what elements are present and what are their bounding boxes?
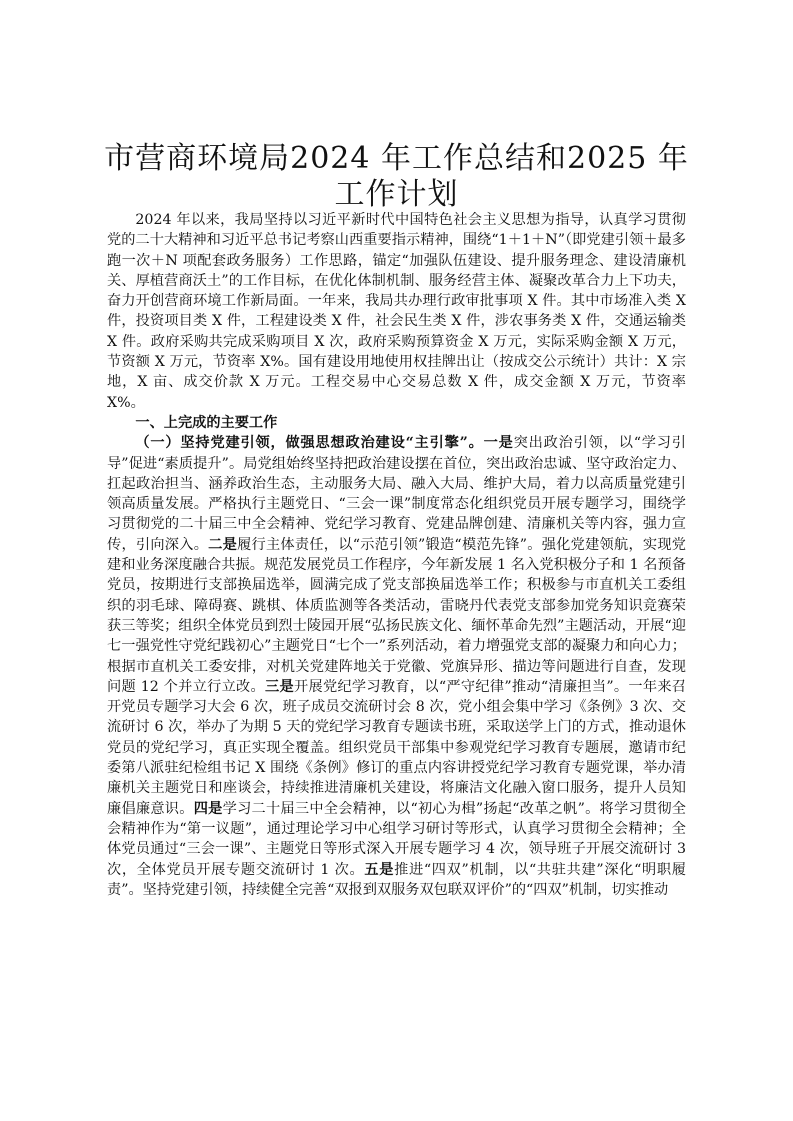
point-text-1: 突出政治引领，以“学习引导”促进“素质提升”。局党组始终坚持把政治建设摆在首位，突出政治忠诚、坚守政治定力、扛起政治担当、涵养政治生态，主动服务大局、融入大局、维护大局，着力以高质量党建引领高质量发展。严格执行主题党日、“三会一课”制度常态化组织党员开展专题学习，围绕学习贯彻党的二十届三中全会精神、党纪学习教育、党建品牌创建、清廉机关等内容，强力宣传，引向深入。: [107, 435, 686, 553]
point-lead-4: 四是: [193, 800, 223, 817]
point-lead-3: 三是: [265, 678, 294, 695]
intro-paragraph: 2024 年以来，我局坚持以习近平新时代中国特色社会主义思想为指导，认真学习贯彻党的二十大精神和习近平总书记考察山西重要指示精神，围绕“1＋1＋N”（即党建引领＋最多跑一次＋N 项配套政务服务）工作思路，锚定“加强队伍建设、提升服务理念、建设清廉机关、厚植营商沃土”的工作目标，在优化体制机制、服务经营主体、凝聚改革合力上下功夫，奋力开创营商环境工作新局面。一年来，我局共办理行政审批事项 X 件。其中市场准入类 X 件，投资项目类 X 件，工程建设类 X 件，社会民生类 X 件，涉农事务类 X 件，交通运输类 X 件。政府采购共完成采购项目 X 次，政府采购预算资金 X 万元，实际采购金额 X 万元，节资额 X 万元，节资率 X%。国有建设用地使用权挂牌出让（按成交公示统计）共计：X 宗地，X 亩、成交价款 X 万元。工程交易中心交易总数 X 件，成交金额 X 万元，节资率 X%。: [107, 212, 686, 411]
point-lead-5: 五是: [364, 861, 395, 878]
point-text-4: 学习二十届三中全会精神，以“初心为楫”扬起“改革之帆”。将学习贯彻全会精神作为“第一议题”，通过理论学习中心组学习研讨等形式，认真学习贯彻全会精神；全体党员通过“三会一课”、主题党日等形式深入开展专题学习 4 次，领导班子开展交流研讨 3 次，全体党员开展专题交流研讨 1 次。: [107, 800, 686, 878]
point-text-5: 推进“四双”机制，以“共驻共建”深化“明职履责”。坚持党建引领，持续健全完善“双报到双服务双包联双评价”的“四双”机制，切实推动: [107, 861, 686, 898]
section-heading-main-work: 一、上完成的主要工作: [135, 414, 278, 431]
point-lead-1: 一是: [483, 435, 514, 452]
party-building-paragraph: [107, 433, 686, 900]
point-text-3: 开展党纪学习教育，以“严守纪律”推动“清廉担当”。一年来召开党员专题学习大会 6 次，班子成员交流研讨会 8 次，党小组会集中学习《条例》3 次、交流研讨 6 次，举办了为期 5 天的党纪学习教育专题读书班，采取送学上门的方式，推动退休党员的党纪学习，真正实现全覆盖。组织党员干部集中参观党纪学习教育专题展，邀请市纪委第八派驻纪检组书记 X 围绕《条例》修订的重点内容讲授党纪学习教育专题党课，举办清廉机关主题党日和座谈会，持续推进清廉机关建设，将廉洁文化融入窗口服务，提升人员知廉倡廉意识。: [107, 678, 686, 817]
document-title: 市营商环境局2024 年工作总结和2025 年工作计划: [104, 141, 689, 212]
subsection-heading-party-building: （一）坚持党建引领，做强思想政治建设“主引擎”。: [135, 435, 484, 452]
point-text-2: 履行主体责任，以“示范引领”锻造“模范先锋”。强化党建领航，实现党建和业务深度融合共振。规范发展党员工作程序，今年新发展 1 名入党积极分子和 1 名预备党员，按期进行支部换届选举，圆满完成了党支部换届选举工作；积极参与市直机关工委组织的羽毛球、障碍赛、跳棋、体质监测等各类活动，雷晓丹代表党支部参加党务知识竞赛荣获三等奖；组织全体党员到烈士陵园开展“弘扬民族文化、缅怀革命先烈”主题活动，开展“迎七一强党性守党纪践初心”主题党日“七个一”系列活动，着力增强党支部的凝聚力和向心力；根据市直机关工委安排，对机关党建阵地关于党徽、党旗异形、描边等问题进行自查，发现问题 12 个并立行立改。: [107, 536, 686, 695]
point-lead-2: 二是: [208, 536, 238, 553]
document-body: [107, 210, 686, 900]
